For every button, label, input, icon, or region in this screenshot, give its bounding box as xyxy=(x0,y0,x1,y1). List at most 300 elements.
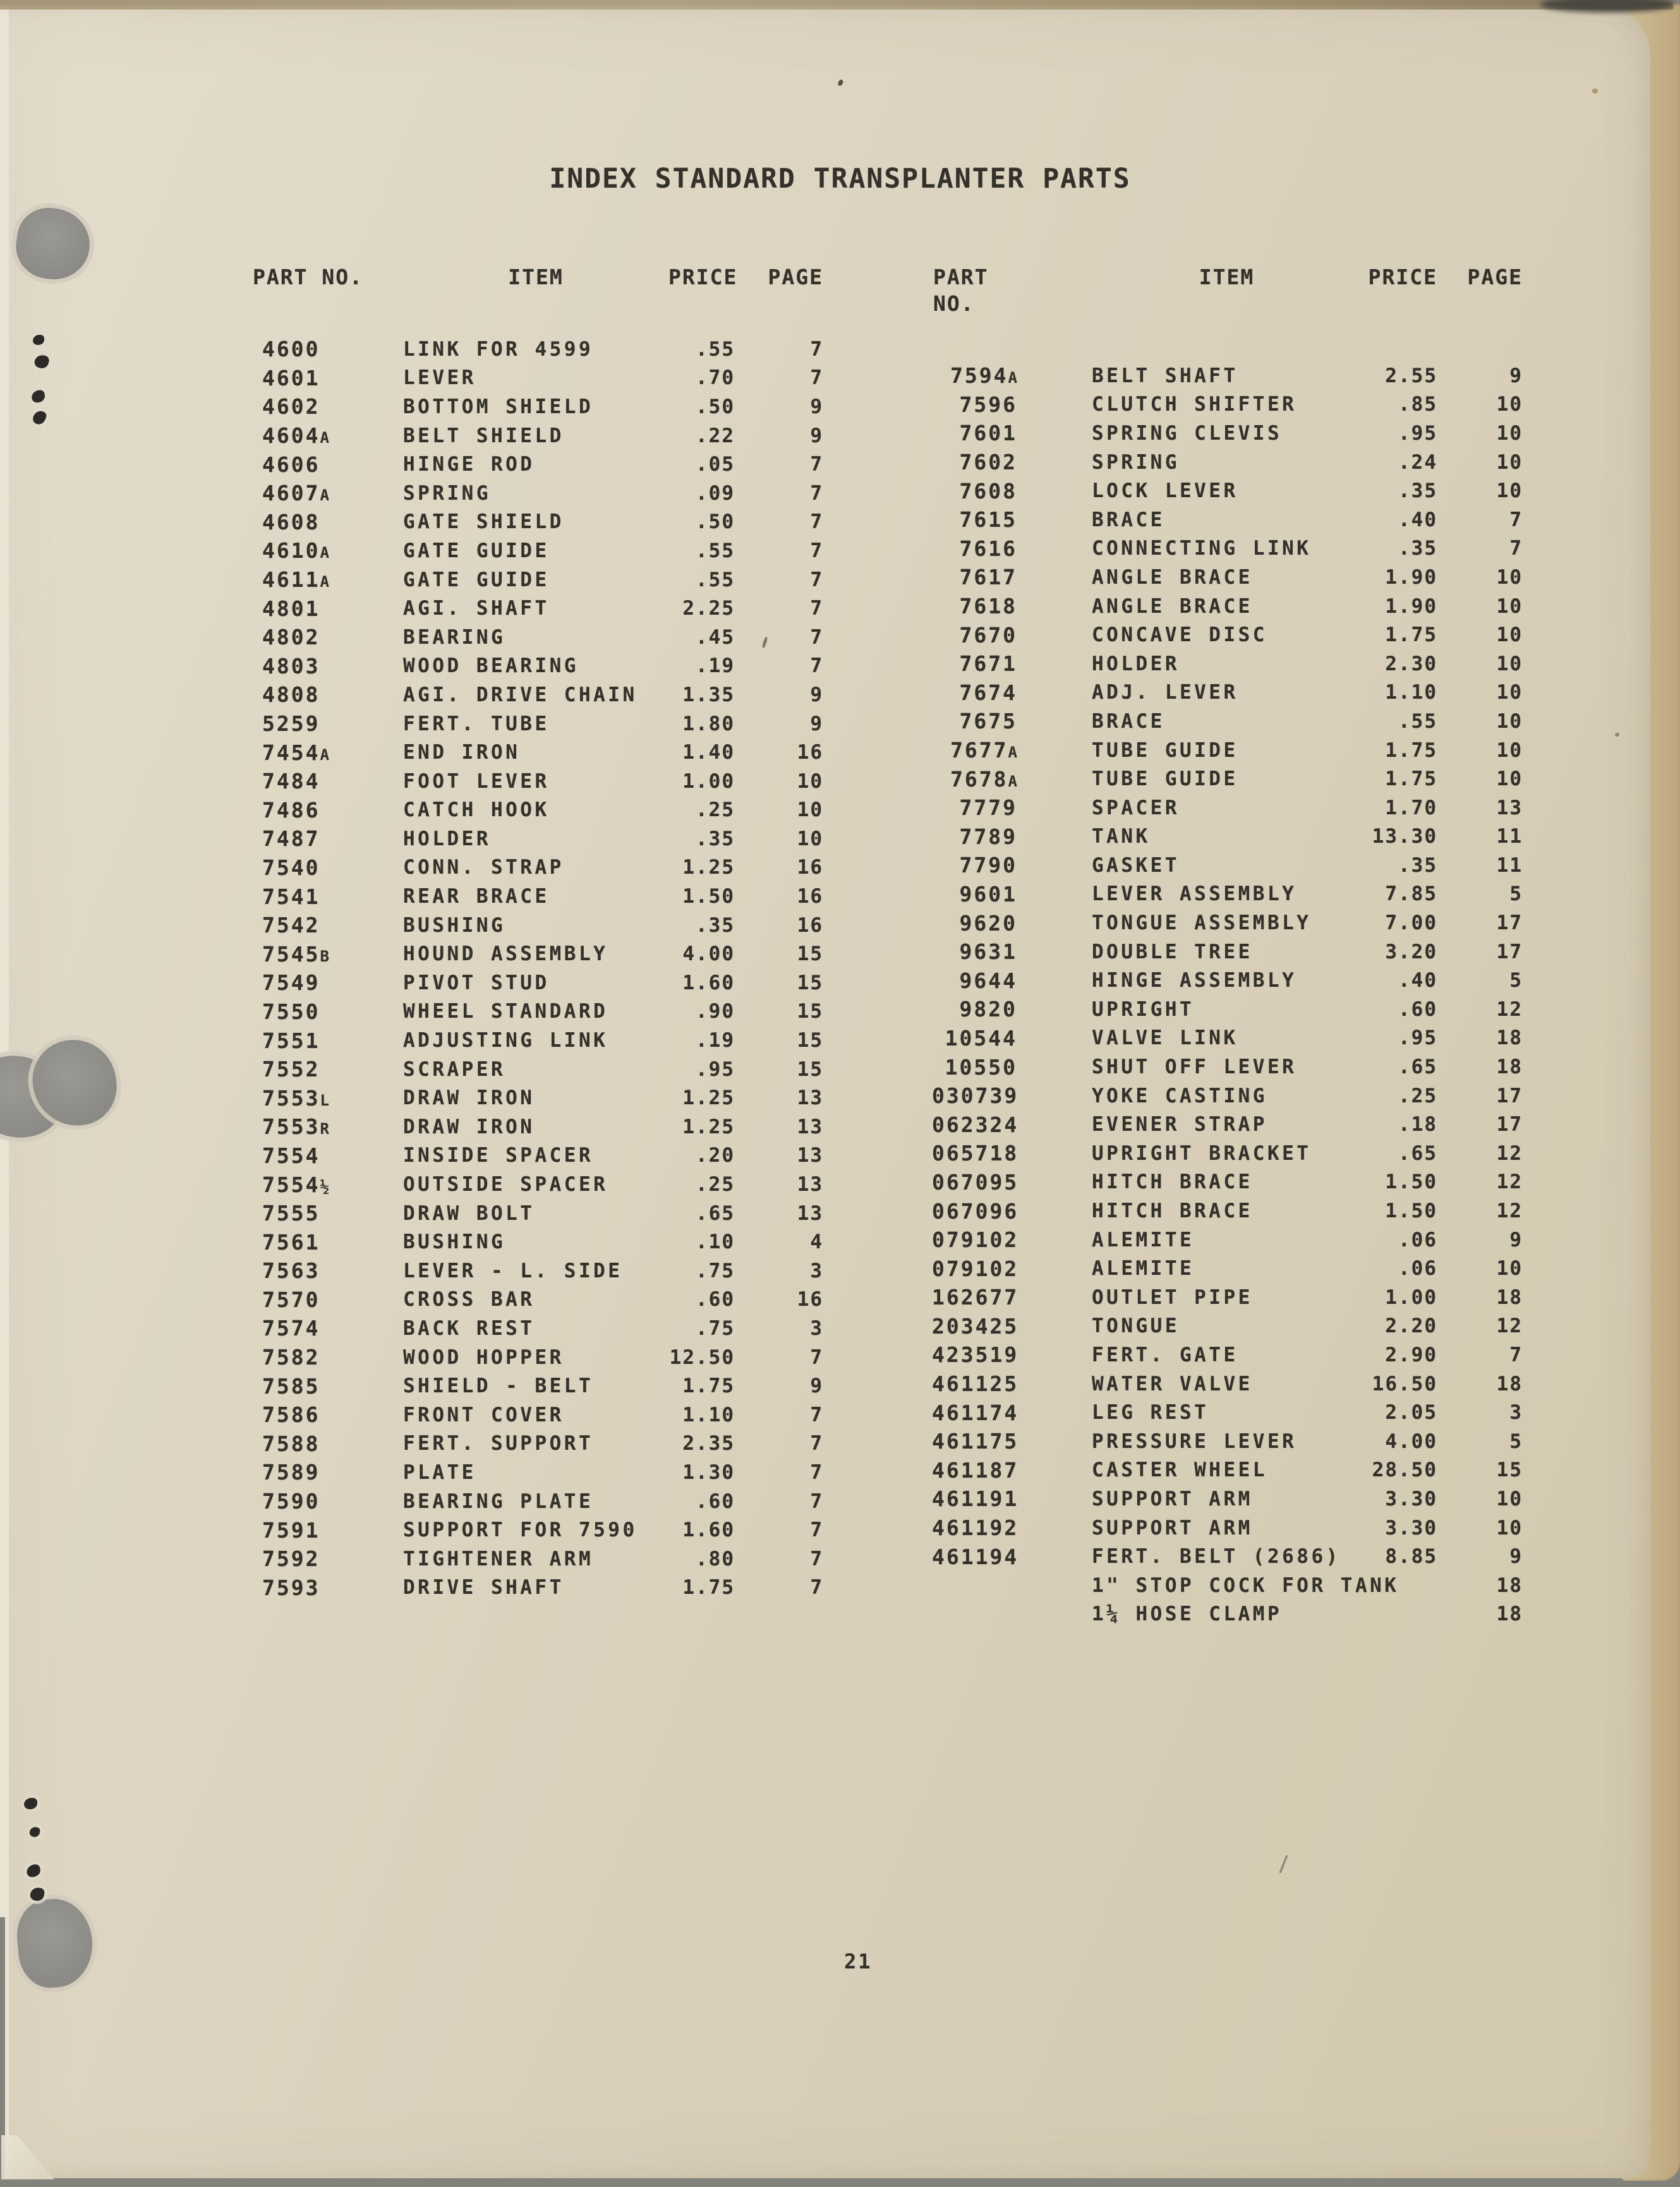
part-number-cell xyxy=(932,450,1017,474)
item-name: UPRIGHT xyxy=(1092,997,1195,1021)
item-name: ADJUSTING LINK xyxy=(403,1029,608,1052)
price: .60 xyxy=(696,1288,735,1311)
price: .55 xyxy=(696,539,735,562)
page-ref: 16 xyxy=(797,856,823,879)
item-name: GASKET xyxy=(1092,853,1180,877)
item-name: LINK FOR 4599 xyxy=(403,337,594,361)
price: .35 xyxy=(696,913,735,937)
table-row xyxy=(932,822,1523,852)
table-row xyxy=(932,1168,1523,1197)
item-name: DRAW BOLT xyxy=(403,1202,535,1225)
table-row xyxy=(251,824,823,853)
price: 1.10 xyxy=(682,1403,735,1426)
part-number-cell xyxy=(932,363,1017,388)
item-name: BEARING xyxy=(403,625,506,649)
price: .55 xyxy=(696,568,735,591)
part-number: 7670 xyxy=(959,622,1017,648)
item-name: AGI. SHAFT xyxy=(403,597,550,620)
part-number: 4600 xyxy=(262,337,320,362)
part-number: 4610 xyxy=(262,538,320,563)
item-name: BEARING PLATE xyxy=(403,1490,594,1513)
part-number: 5259 xyxy=(262,711,320,737)
price: 1.75 xyxy=(1385,624,1437,647)
part-number: 7590 xyxy=(262,1489,320,1514)
item-name: OUTLET PIPE xyxy=(1092,1286,1253,1309)
part-number: 067095 xyxy=(932,1169,1019,1195)
table-row xyxy=(251,1055,823,1084)
part-number-cell xyxy=(251,654,403,678)
page-ref: 17 xyxy=(1496,940,1523,963)
part-number: 423519 xyxy=(932,1342,1019,1368)
price: .20 xyxy=(696,1144,735,1167)
part-number-cell xyxy=(932,795,1017,820)
price: .65 xyxy=(696,1202,735,1225)
price: 13.30 xyxy=(1372,825,1437,848)
page-ref: 5 xyxy=(1509,969,1523,992)
table-row xyxy=(932,1370,1523,1399)
page-ref: 13 xyxy=(797,1115,823,1138)
table-row xyxy=(932,1283,1523,1312)
page-ref: 18 xyxy=(1496,1286,1523,1309)
page-ref: 7 xyxy=(810,510,823,534)
price: .55 xyxy=(1398,709,1437,733)
part-number: 7615 xyxy=(959,507,1017,533)
part-number-cell xyxy=(251,452,403,477)
page-ref: 10 xyxy=(1496,709,1523,733)
part-number: 079102 xyxy=(932,1256,1019,1281)
item-name: REAR BRACE xyxy=(403,885,550,908)
table-row xyxy=(932,1485,1523,1514)
price: .25 xyxy=(696,798,735,822)
page-ref: 15 xyxy=(797,971,823,994)
price: 1.90 xyxy=(1385,594,1437,618)
part-number: 7671 xyxy=(959,651,1017,677)
part-number: 7594 xyxy=(950,363,1008,389)
part-number-cell xyxy=(932,1227,1017,1252)
part-number-cell xyxy=(251,625,403,649)
price: 28.50 xyxy=(1372,1459,1437,1482)
part-number-cell xyxy=(932,853,1017,877)
table-row xyxy=(932,1139,1523,1168)
table-row xyxy=(251,796,823,825)
price: .55 xyxy=(696,337,735,361)
part-number-cell xyxy=(932,997,1017,1021)
table-row xyxy=(251,968,823,997)
part-number: 7675 xyxy=(959,709,1017,734)
page-ref: 4 xyxy=(810,1231,823,1254)
part-number: 7588 xyxy=(262,1431,320,1456)
part-number: 7570 xyxy=(262,1287,320,1312)
price: 16.50 xyxy=(1372,1372,1437,1395)
price: 1.25 xyxy=(682,1115,735,1138)
item-name: ALEMITE xyxy=(1092,1228,1195,1251)
part-number: 7549 xyxy=(262,970,320,996)
item-name: HITCH BRACE xyxy=(1092,1171,1253,1194)
table-row xyxy=(251,911,823,940)
part-suffix: A xyxy=(1008,369,1017,387)
table-row xyxy=(251,1170,823,1199)
part-number-cell xyxy=(932,824,1017,849)
page-ref: 3 xyxy=(1509,1401,1523,1425)
page-ref: 10 xyxy=(1496,594,1523,618)
item-name: PIVOT STUD xyxy=(403,971,550,994)
part-number: 10544 xyxy=(945,1025,1017,1051)
page-ref: 15 xyxy=(797,1000,823,1023)
item-name: BELT SHIELD xyxy=(403,424,564,447)
page-ref: 10 xyxy=(1496,565,1523,589)
part-number-cell xyxy=(932,709,1017,733)
page-ref: 18 xyxy=(1496,1603,1523,1626)
item-name: TIGHTENER ARM xyxy=(403,1547,594,1570)
part-number-cell xyxy=(932,680,1017,705)
item-name: SUPPORT ARM xyxy=(1092,1516,1253,1539)
page-ref: 12 xyxy=(1496,1171,1523,1194)
table-row xyxy=(251,1371,823,1401)
page-ref: 12 xyxy=(1496,1315,1523,1338)
price: 1.60 xyxy=(682,1519,735,1542)
part-number-cell xyxy=(932,1141,1017,1166)
price: 1.25 xyxy=(682,856,735,879)
table-row xyxy=(251,364,823,393)
page-ref: 10 xyxy=(1496,768,1523,791)
table-row xyxy=(251,1112,823,1142)
item-name: GATE GUIDE xyxy=(403,539,550,562)
page-ref: 16 xyxy=(797,741,823,764)
item-name: CONCAVE DISC xyxy=(1092,624,1267,647)
page-ref: 16 xyxy=(797,1288,823,1311)
price: .06 xyxy=(1398,1228,1437,1251)
part-number-cell xyxy=(932,1458,1017,1483)
price: .35 xyxy=(1398,853,1437,877)
item-name: ALEMITE xyxy=(1092,1257,1195,1280)
item-name: HOLDER xyxy=(403,827,491,850)
part-number-cell xyxy=(251,1057,403,1081)
item-name: CONN. STRAP xyxy=(403,856,564,879)
item-name: ADJ. LEVER xyxy=(1092,681,1238,704)
page-ref: 7 xyxy=(1509,508,1523,531)
item-name: TONGUE ASSEMBLY xyxy=(1092,912,1312,935)
part-number-cell xyxy=(251,1345,403,1370)
page-ref: 10 xyxy=(1496,681,1523,704)
part-number-cell xyxy=(251,394,403,419)
part-number: 9631 xyxy=(959,939,1017,965)
part-number-cell xyxy=(932,1545,1017,1569)
table-row xyxy=(932,1542,1523,1571)
column-header-part: PART NO. xyxy=(933,265,989,316)
table-row xyxy=(251,594,823,623)
item-name: HITCH BRACE xyxy=(1092,1200,1253,1223)
page-ref: 7 xyxy=(810,1403,823,1426)
item-name: SPACER xyxy=(1092,796,1180,819)
part-number-cell xyxy=(932,1026,1017,1051)
part-suffix: A xyxy=(1008,744,1017,762)
table-header xyxy=(932,264,1523,317)
part-number: 7574 xyxy=(262,1316,320,1341)
table-row xyxy=(932,908,1523,937)
part-number: 7561 xyxy=(262,1229,320,1255)
table-row xyxy=(251,392,823,421)
item-name: LEVER xyxy=(403,366,476,390)
item-name: 1" STOP COCK FOR TANK xyxy=(1092,1574,1399,1597)
page-ref: 7 xyxy=(810,539,823,562)
price: .75 xyxy=(696,1259,735,1282)
part-number-cell xyxy=(251,1172,403,1197)
part-number-cell xyxy=(251,999,403,1024)
price: .25 xyxy=(696,1173,735,1196)
table-row xyxy=(932,620,1523,649)
page-ref: 7 xyxy=(810,654,823,678)
table-row xyxy=(932,1514,1523,1543)
part-number: 4803 xyxy=(262,653,320,678)
paper-speck xyxy=(1615,733,1619,737)
price: 1.90 xyxy=(1385,565,1437,589)
price: .35 xyxy=(696,827,735,850)
part-number: 7677 xyxy=(950,738,1008,763)
item-name: AGI. DRIVE CHAIN xyxy=(403,683,638,706)
part-number-cell xyxy=(932,1285,1017,1310)
part-number: 4802 xyxy=(262,625,320,650)
item-name: LEG REST xyxy=(1092,1401,1209,1425)
page-ref: 7 xyxy=(1509,537,1523,560)
item-name: WOOD BEARING xyxy=(403,654,579,678)
part-suffix: L xyxy=(320,1091,329,1109)
table-row xyxy=(932,448,1523,477)
part-number: 7563 xyxy=(262,1258,320,1284)
part-number: 079102 xyxy=(932,1227,1019,1253)
part-number: 4808 xyxy=(262,682,320,708)
table-row xyxy=(251,1026,823,1055)
price: .09 xyxy=(696,481,735,505)
part-suffix: A xyxy=(320,429,329,447)
table-row xyxy=(251,1286,823,1315)
price: 2.20 xyxy=(1385,1315,1437,1338)
part-number-cell xyxy=(932,651,1017,676)
part-number-cell xyxy=(251,970,403,995)
part-number-cell xyxy=(251,740,403,765)
item-name: SCRAPER xyxy=(403,1057,506,1081)
item-name: VALVE LINK xyxy=(1092,1027,1238,1050)
table-row xyxy=(932,649,1523,678)
column-header-page: PAGE xyxy=(768,265,823,289)
part-number: 7596 xyxy=(959,392,1017,417)
item-name: 1¼ HOSE CLAMP xyxy=(1092,1603,1283,1626)
part-number: 7608 xyxy=(959,478,1017,503)
part-number: 7586 xyxy=(262,1402,320,1428)
item-name: FOOT LEVER xyxy=(403,769,550,793)
price: 1.75 xyxy=(1385,768,1437,791)
price: .40 xyxy=(1398,508,1437,531)
table-row xyxy=(251,1401,823,1430)
page-ref: 5 xyxy=(1509,883,1523,906)
table-row xyxy=(932,966,1523,995)
table-row xyxy=(932,1600,1523,1629)
page-ref: 9 xyxy=(810,712,823,735)
item-name: PRESSURE LEVER xyxy=(1092,1430,1297,1453)
item-name: YOKE CASTING xyxy=(1092,1084,1267,1107)
page-ref: 13 xyxy=(797,1202,823,1225)
part-number-cell xyxy=(932,738,1017,762)
page-ref: 10 xyxy=(1496,1487,1523,1510)
table-row xyxy=(251,738,823,767)
price: 3.30 xyxy=(1385,1516,1437,1539)
item-name: END IRON xyxy=(403,741,521,764)
item-name: CONNECTING LINK xyxy=(1092,537,1312,560)
part-number-cell xyxy=(932,1429,1017,1454)
price: .19 xyxy=(696,654,735,678)
part-number-cell xyxy=(251,1143,403,1168)
price: 1.75 xyxy=(1385,738,1437,762)
table-row xyxy=(932,1052,1523,1081)
table-row xyxy=(251,1515,823,1545)
part-number: 7552 xyxy=(262,1057,320,1082)
item-name: ANGLE BRACE xyxy=(1092,565,1253,589)
table-row xyxy=(251,1430,823,1459)
item-name: HOUND ASSEMBLY xyxy=(403,943,608,966)
table-row xyxy=(932,563,1523,592)
price: 1.00 xyxy=(1385,1286,1437,1309)
price: .06 xyxy=(1398,1257,1437,1280)
part-number-cell xyxy=(251,1086,403,1111)
page-ref: 10 xyxy=(1496,479,1523,503)
part-number-cell xyxy=(932,767,1017,792)
item-name: BRACE xyxy=(1092,709,1165,733)
part-number-cell xyxy=(932,882,1017,907)
part-number-cell xyxy=(251,1402,403,1427)
part-number-cell xyxy=(251,884,403,909)
table-row xyxy=(251,1458,823,1487)
part-number-cell xyxy=(251,711,403,736)
part-number-cell xyxy=(932,623,1017,648)
price: 3.20 xyxy=(1385,940,1437,963)
part-number-cell xyxy=(251,366,403,390)
price: 1.75 xyxy=(682,1576,735,1600)
table-row xyxy=(251,1487,823,1516)
page-ref: 7 xyxy=(810,366,823,390)
price: .65 xyxy=(1398,1056,1437,1079)
price: 1.40 xyxy=(682,741,735,764)
price: .05 xyxy=(696,453,735,476)
part-number-cell xyxy=(251,1201,403,1226)
table-row xyxy=(932,851,1523,880)
price: .75 xyxy=(696,1316,735,1340)
table-row xyxy=(251,680,823,709)
part-number: 7487 xyxy=(262,826,320,852)
page-ref: 10 xyxy=(1496,393,1523,416)
item-name: HOLDER xyxy=(1092,652,1180,675)
part-number-cell xyxy=(251,1460,403,1485)
part-number-cell xyxy=(932,1199,1017,1224)
item-name: LEVER - L. SIDE xyxy=(403,1259,623,1282)
price: 12.50 xyxy=(669,1346,735,1369)
page-ref: 7 xyxy=(810,597,823,620)
price: .95 xyxy=(1398,421,1437,445)
price: 7.85 xyxy=(1385,883,1437,906)
table-row xyxy=(932,1024,1523,1053)
part-number: 7553 xyxy=(262,1085,320,1111)
page-ref: 10 xyxy=(1496,624,1523,647)
price: .24 xyxy=(1398,450,1437,474)
page-ref: 15 xyxy=(797,943,823,966)
part-number-cell xyxy=(251,1028,403,1053)
part-number-cell xyxy=(932,1342,1017,1367)
part-number: 203425 xyxy=(932,1313,1019,1339)
page-ref: 10 xyxy=(1496,1516,1523,1539)
price: .85 xyxy=(1398,393,1437,416)
page-ref: 17 xyxy=(1496,1113,1523,1136)
table-row xyxy=(932,1196,1523,1226)
column-header-price: PRICE xyxy=(668,265,738,289)
item-name: GATE GUIDE xyxy=(403,568,550,591)
item-name: HINGE ROD xyxy=(403,453,535,476)
part-number-cell xyxy=(932,1055,1017,1080)
table-row xyxy=(932,764,1523,793)
item-name: SPRING xyxy=(1092,450,1180,474)
part-number: 7602 xyxy=(959,450,1017,475)
page-ref: 3 xyxy=(810,1259,823,1282)
part-number: 7582 xyxy=(262,1345,320,1370)
page-ref: 13 xyxy=(797,1087,823,1110)
price: .90 xyxy=(696,1000,735,1023)
item-name: TUBE GUIDE xyxy=(1092,768,1238,791)
table-row xyxy=(932,1254,1523,1283)
part-number-cell xyxy=(251,769,403,793)
price: 7.00 xyxy=(1385,912,1437,935)
item-name: BUSHING xyxy=(403,1231,506,1254)
part-number: 7674 xyxy=(959,680,1017,705)
page-ref: 10 xyxy=(797,827,823,850)
price: 2.55 xyxy=(1385,364,1437,387)
part-number: 7593 xyxy=(262,1575,320,1600)
price: .50 xyxy=(696,395,735,418)
part-number-cell xyxy=(251,1230,403,1255)
price: 8.85 xyxy=(1385,1545,1437,1569)
part-number: 7551 xyxy=(262,1028,320,1053)
table-header xyxy=(251,264,823,291)
item-name: FERT. BELT (2686) xyxy=(1092,1545,1341,1569)
price: 1.50 xyxy=(1385,1171,1437,1194)
page-ref: 9 xyxy=(810,395,823,418)
part-number: 7554 xyxy=(262,1143,320,1168)
part-number-cell xyxy=(251,855,403,880)
table-row xyxy=(251,853,823,883)
item-name: BELT SHAFT xyxy=(1092,364,1238,387)
item-name: SUPPORT FOR 7590 xyxy=(403,1519,638,1542)
price: .35 xyxy=(1398,479,1437,503)
page-ref: 7 xyxy=(810,1490,823,1513)
price: .95 xyxy=(696,1057,735,1081)
part-number: 067096 xyxy=(932,1198,1019,1224)
item-name: TUBE GUIDE xyxy=(1092,738,1238,762)
table-row xyxy=(932,937,1523,967)
table-row xyxy=(251,709,823,738)
column-header-price: PRICE xyxy=(1368,265,1437,289)
page-ref: 10 xyxy=(1496,421,1523,445)
table-row xyxy=(932,1427,1523,1456)
part-number-cell xyxy=(932,911,1017,936)
page-number: 21 xyxy=(844,1949,873,1973)
part-suffix: ½ xyxy=(320,1178,329,1196)
page-ref: 9 xyxy=(810,424,823,447)
part-number-cell xyxy=(251,510,403,534)
price: .65 xyxy=(1398,1142,1437,1165)
page-ref: 7 xyxy=(810,625,823,649)
part-number-cell xyxy=(932,1371,1017,1396)
part-number: 4602 xyxy=(262,394,320,419)
part-number-cell xyxy=(251,1518,403,1543)
item-name: TANK xyxy=(1092,825,1151,848)
table-row xyxy=(932,995,1523,1024)
item-name: SPRING xyxy=(403,481,491,505)
